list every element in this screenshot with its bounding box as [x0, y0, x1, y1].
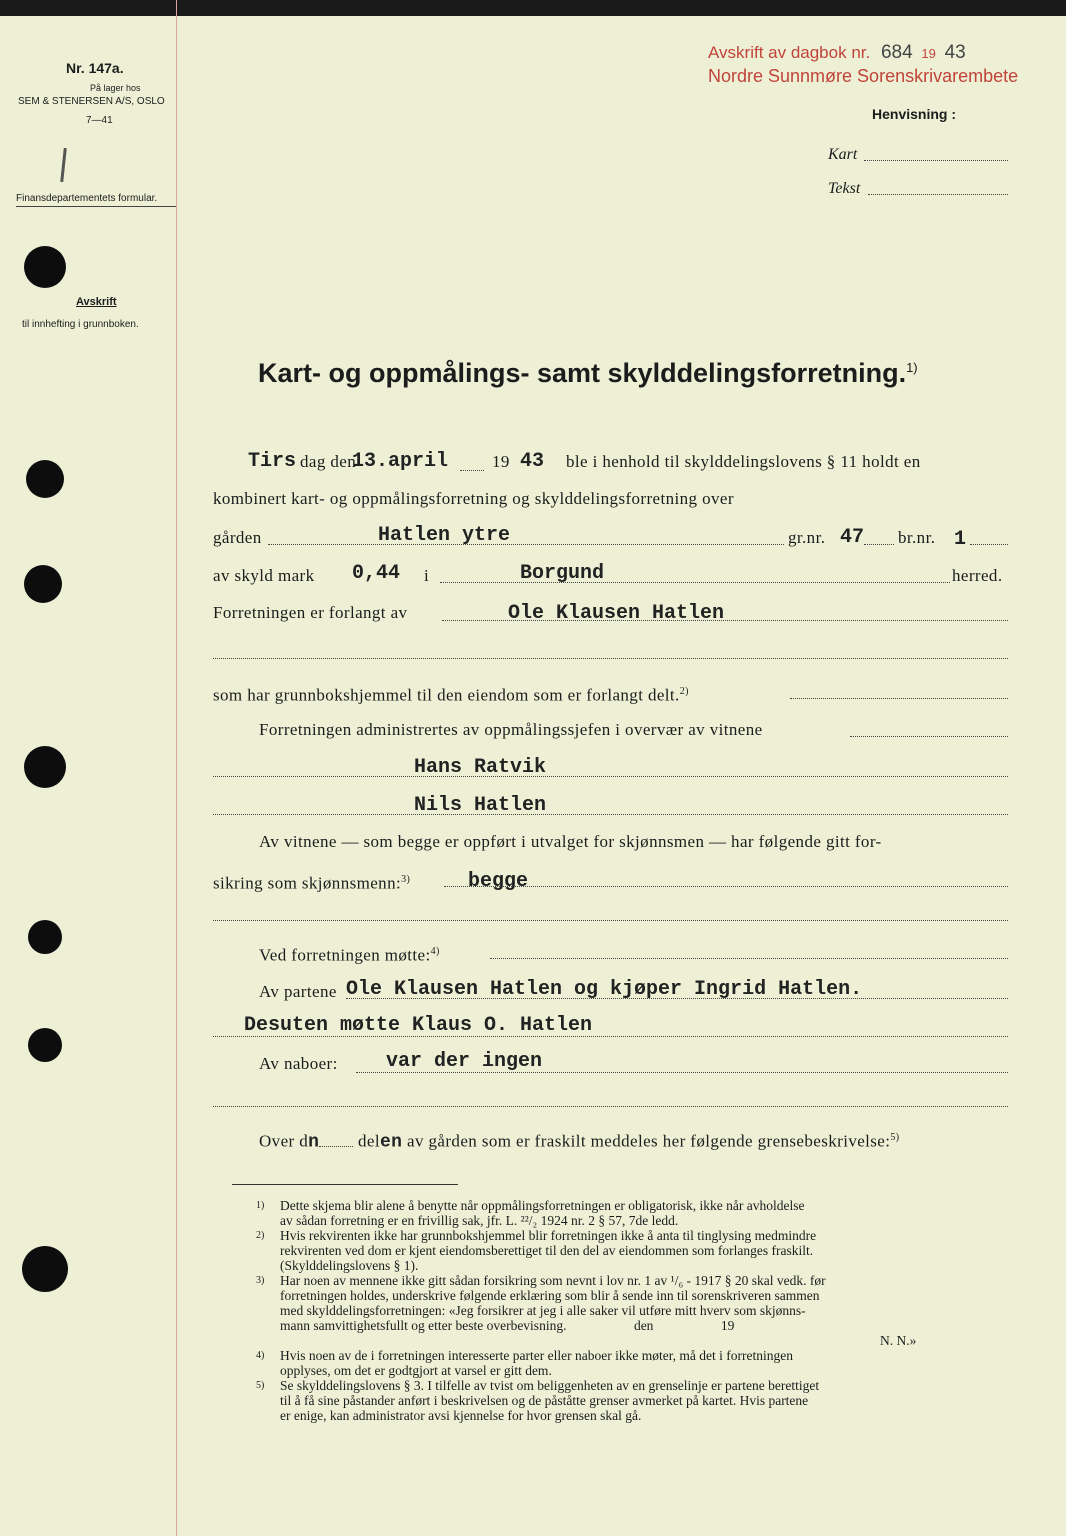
punch-hole	[28, 920, 62, 954]
over-fn: 5)	[890, 1132, 900, 1143]
vitner-label: sikring som skjønnsmenn:	[213, 873, 402, 893]
page-title	[258, 358, 918, 389]
herred-label: herred.	[952, 566, 1003, 585]
footnote-line: med skylddelingsforretningen: «Jeg forsikrer at jeg i alle saker vil utføre mitt hverv som skjønns-	[280, 1303, 806, 1318]
naboer-value: var der ingen	[386, 1050, 543, 1073]
footnote-line: Hvis rekvirenten ikke har grunnbokshjemmel blir forretningen ikke å anta til tinglysing medmindre	[280, 1228, 817, 1243]
mote-line	[259, 942, 440, 966]
footnotes	[256, 1198, 1012, 1423]
vitner-line-2	[213, 870, 410, 894]
over-label: Over d	[259, 1131, 309, 1151]
reference-label: Henvisning :	[872, 106, 957, 122]
footnote-mark: 4)	[256, 1350, 265, 1361]
title-footnote-mark: 1)	[906, 360, 918, 375]
municipality-line	[440, 582, 950, 583]
footnote-mark: 3)	[256, 1275, 265, 1286]
date-value: 13.april	[352, 450, 449, 473]
stamp-year-prefix: 19	[921, 46, 936, 61]
desuten-dots	[213, 1036, 1008, 1037]
over-dots	[319, 1146, 353, 1147]
requester-value: Ole Klausen Hatlen	[508, 602, 725, 625]
brnr-value: 1	[954, 528, 967, 551]
footnote-line: er enige, kan administrator avsi kjennelse for hvor grensen skal gå.	[280, 1408, 642, 1423]
over-rest: av gården som er fraskilt meddeles her følgende grensebeskrivelse:	[407, 1131, 891, 1151]
ministry-underline	[16, 206, 176, 207]
footnote-line: opplyses, om det er godtgjort at varsel er gitt dem.	[280, 1363, 552, 1378]
print-date: 7—41	[86, 115, 113, 126]
witness-line-1	[213, 776, 1008, 777]
witness-1: Hans Ratvik	[414, 756, 547, 779]
naboer-dots	[356, 1072, 1008, 1073]
copy-title: Avskrift	[76, 296, 117, 308]
mote-dots	[490, 958, 1008, 959]
blank-line-3	[213, 1106, 1008, 1107]
skyld-label: av skyld mark	[213, 566, 315, 585]
footnote-mark: 1)	[256, 1200, 265, 1211]
copy-note: til innhefting i grunnboken.	[22, 319, 139, 330]
date-line	[460, 470, 484, 471]
footnote	[256, 1273, 1012, 1348]
del-value: en	[379, 1132, 403, 1153]
farm-line	[268, 544, 784, 545]
footnote	[256, 1378, 1012, 1423]
over-value: n	[308, 1132, 320, 1153]
journal-number: 684	[880, 42, 913, 63]
grnr-line	[864, 544, 894, 545]
grunnbok-line	[213, 682, 689, 706]
punch-hole	[24, 565, 62, 603]
brnr-label: br.nr.	[898, 528, 936, 547]
skyld-value: 0,44	[352, 562, 401, 585]
stamp-year: 43	[944, 42, 966, 63]
admin-dots	[850, 736, 1008, 737]
partene-value: Ole Klausen Hatlen og kjøper Ingrid Hatlen.	[346, 978, 863, 1001]
footnote-line: Dette skjema blir alene å benytte når oppmålingsforretningen er obligatorisk, ikke når avholdelse	[280, 1198, 805, 1213]
footnote-line: Har noen av mennene ikke gitt sådan forsikring som nevnt i lov nr. 1 av ¹/₆ - 1917 § 20 skal vedk. før	[280, 1273, 826, 1288]
vitner-value: begge	[468, 870, 529, 893]
vitner-fn: 3)	[401, 874, 411, 885]
tekst-line	[868, 194, 1008, 195]
grnr-label: gr.nr.	[788, 528, 826, 547]
office-name: Nordre Sunnmøre Sorenskrivarembete	[708, 66, 1019, 86]
punch-hole	[26, 460, 64, 498]
grunnbok-text: som har grunnbokshjemmel til den eiendom som er forlangt delt.	[213, 685, 680, 705]
admin-line: Forretningen administrertes av oppmålingssjefen i overvær av vitnene	[259, 720, 763, 739]
footnote	[256, 1228, 1012, 1273]
naboer-label: Av naboer:	[259, 1054, 338, 1073]
stamp-prefix: Avskrift av dagbok nr.	[708, 43, 871, 62]
farm-label: gården	[213, 528, 262, 547]
footnote-line: av sådan forretning er en frivillig sak, jfr. L. ²²/₂ 1924 nr. 2 § 57, 7de ledd.	[280, 1213, 679, 1228]
page-title-text: Kart- og oppmålings- samt skylddelingsforretning.	[258, 358, 907, 388]
punch-hole	[22, 1246, 68, 1292]
footnote-line: N. N.»	[880, 1333, 917, 1348]
blank-line-1	[213, 658, 1008, 659]
printer-line-1: På lager hos	[90, 83, 141, 93]
form-number: Nr. 147a.	[66, 60, 124, 76]
footnote-line: mann samvittighetsfullt og etter beste overbevisning. den 19	[280, 1318, 735, 1333]
footnote	[256, 1198, 1012, 1228]
grunnbok-dots	[790, 698, 1008, 699]
footnote-mark: 2)	[256, 1230, 265, 1241]
pencil-mark	[60, 148, 67, 182]
weekday-value: Tirs	[248, 450, 297, 473]
copy-stamp	[708, 42, 966, 64]
over-line	[259, 1128, 900, 1153]
partene-label: Av partene	[259, 982, 337, 1001]
punch-hole	[24, 246, 66, 288]
witness-line-2	[213, 814, 1008, 815]
i-label: i	[424, 566, 430, 585]
tekst-label: Tekst	[828, 180, 861, 197]
vitner-line-1: Av vitnene — som begge er oppført i utvalget for skjønnsmen — har følgende gitt for-	[259, 832, 882, 851]
grnr-value: 47	[840, 526, 865, 549]
desuten-value: Desuten møtte Klaus O. Hatlen	[244, 1014, 593, 1037]
brnr-line	[970, 544, 1008, 545]
blank-line-2	[213, 920, 1008, 921]
footnote-line: til å få sine påstander anført i beskrivelsen og de påståtte grenser avmerket på kartet. Hvis partene	[280, 1393, 809, 1408]
footnote-separator	[232, 1184, 458, 1185]
footnote-line: Hvis noen av de i forretningen interesserte parter eller naboer ikke møter, må det i forretningen	[280, 1348, 794, 1363]
punch-hole	[28, 1028, 62, 1062]
witness-2: Nils Hatlen	[414, 794, 547, 817]
dag-den-label: dag den	[300, 452, 357, 471]
printer-line-2: SEM & STENERSEN A/S, OSLO	[18, 96, 165, 107]
mote-fn: 4)	[430, 946, 440, 957]
partene-dots	[346, 998, 1008, 999]
line1-rest: ble i henhold til skylddelingslovens § 11 holdt en	[566, 452, 921, 471]
footnote-line: forretningen holdes, underskrive følgende erklæring som blir å sende inn til sorenskriveren sammen	[280, 1288, 820, 1303]
footnote-line: Se skylddelingslovens § 3. I tilfelle av tvist om beliggenheten av en grenselinje er partene berettiget	[280, 1378, 820, 1393]
page-top-edge	[0, 0, 1066, 16]
punch-hole	[24, 746, 66, 788]
year-prefix: 19	[492, 452, 510, 471]
municipality-value: Borgund	[520, 562, 605, 585]
grunnbok-fn: 2)	[679, 686, 689, 697]
footnote	[256, 1348, 1012, 1378]
footnote-mark: 5)	[256, 1380, 265, 1391]
farm-value: Hatlen ytre	[378, 524, 511, 547]
requested-label: Forretningen er forlangt av	[213, 603, 408, 622]
vitner-dots	[444, 886, 1008, 887]
ministry-label: Finansdepartementets formular.	[16, 193, 158, 204]
footnote-line: rekvirenten ved dom er kjent eiendomsberettiget til den del av eiendommen som forlanges fraskilt.	[280, 1243, 814, 1258]
margin-rule	[176, 0, 177, 1536]
line2-text: kombinert kart- og oppmålingsforretning og skylddelingsforretning over	[213, 489, 734, 508]
year-value: 43	[520, 450, 545, 473]
del-label: del	[358, 1131, 380, 1151]
kart-label: Kart	[828, 146, 858, 163]
footnote-line: (Skylddelingslovens § 1).	[280, 1258, 419, 1273]
kart-line	[864, 160, 1008, 161]
mote-label: Ved forretningen møtte:	[259, 945, 431, 965]
